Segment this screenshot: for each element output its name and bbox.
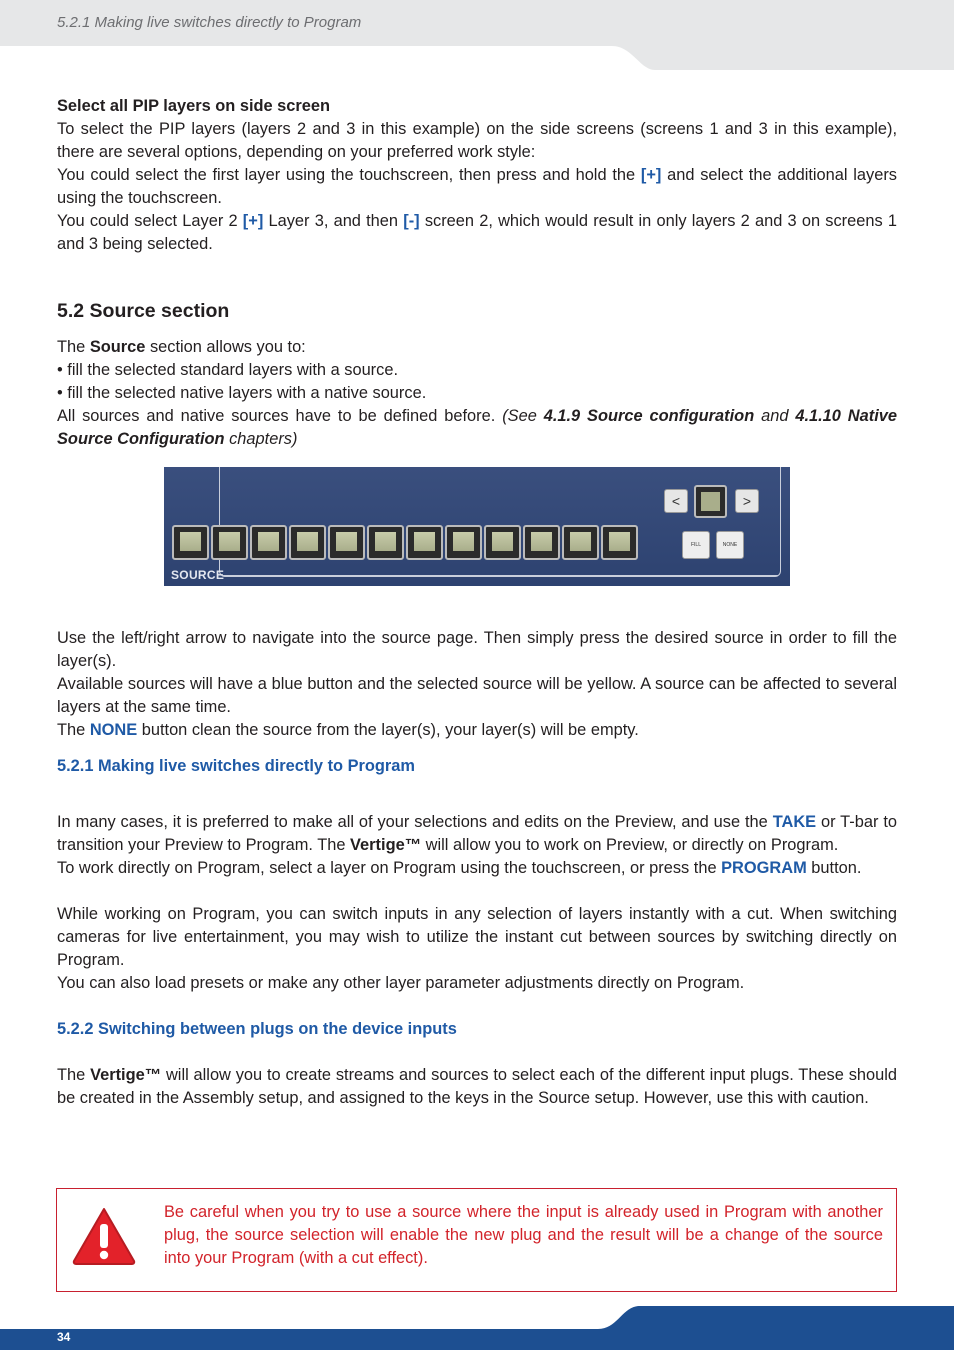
left-arrow-key: < [664, 489, 688, 513]
main-content [57, 95, 897, 1110]
warning-text: Be careful when you try to use a source where the input is already used in Program with another plug, the source selection will enable the new plug and the result will be a change of the source into your Program (with a cut effect). [164, 1203, 883, 1267]
source-key [289, 525, 326, 560]
running-section-title: 5.2.1 Making live switches directly to Program [57, 14, 362, 31]
page-footer [0, 1300, 954, 1350]
source-key [562, 525, 599, 560]
source-bullet-2: • fill the selected native layers with a native source. [57, 384, 427, 402]
source-key [172, 525, 209, 560]
take-key-ref: TAKE [772, 813, 817, 831]
plus-key-ref: [+] [242, 212, 264, 230]
source-key [601, 525, 638, 560]
footer-band [0, 1300, 954, 1350]
header-band [0, 0, 954, 70]
none-key-ref: NONE [89, 721, 138, 739]
page-header [0, 0, 954, 70]
pip-paragraph-2: You could select the first layer using the touchscreen, then press and hold the [+] and select the additional layers using the touchscreen. [57, 166, 897, 207]
warning-icon [71, 1206, 137, 1266]
live-paragraph-2: To work directly on Program, select a layer on Program using the touchscreen, or press the PROGRAM button. [57, 859, 862, 877]
source-bullet-1: • fill the selected standard layers with a source. [57, 361, 399, 379]
page-number: 34 [57, 1330, 71, 1344]
source-key [367, 525, 404, 560]
fill-key: FILL [682, 531, 710, 559]
source-key [484, 525, 521, 560]
source-key [406, 525, 443, 560]
panel-label: SOURCE [171, 568, 225, 582]
live-paragraph-4: You can also load presets or make any other layer parameter adjustments directly on Program. [57, 974, 745, 992]
live-switch-heading: 5.2.1 Making live switches directly to Program [57, 757, 415, 775]
pip-heading: Select all PIP layers on side screen [57, 97, 331, 115]
source-nav-paragraph-3: The NONE button clean the source from the layer(s), your layer(s) will be empty. [57, 721, 639, 739]
source-key [250, 525, 287, 560]
program-key-ref: PROGRAM [721, 859, 807, 877]
source-key [445, 525, 482, 560]
plus-key-ref: [+] [640, 166, 662, 184]
source-nav-paragraph-1: Use the left/right arrow to navigate into the source page. Then simply press the desired source in order to fill the layer(s). [57, 629, 897, 670]
right-arrow-key: > [735, 489, 759, 513]
panel-frame [219, 467, 781, 577]
plugs-heading: 5.2.2 Switching between plugs on the device inputs [57, 1020, 457, 1038]
source-defined-note: All sources and native sources have to be defined before. (See 4.1.9 Source configuration and 4.1.10 Native Source Configuration chapters) [57, 407, 897, 448]
live-paragraph-3: While working on Program, you can switch inputs in any selection of layers instantly with a cut. When switching cameras for live entertainment, you may wish to utilize the instant cut between sources by switching directly on Program. [57, 905, 897, 969]
pip-paragraph-3: You could select Layer 2 [+] Layer 3, and then [-] screen 2, which would result in only layers 2 and 3 on screens 1 and 3 being selected. [57, 212, 897, 253]
panel-divider [222, 575, 778, 576]
center-key [694, 485, 727, 518]
source-key [211, 525, 248, 560]
none-key: NONE [716, 531, 744, 559]
minus-key-ref: [-] [403, 212, 420, 230]
pip-paragraph-1: To select the PIP layers (layers 2 and 3 in this example) on the side screens (screens 1 and 3 in this example), there are several options, depending on your preferred work style: [57, 120, 897, 161]
plugs-paragraph: The Vertige™ will allow you to create streams and sources to select each of the different input plugs. These should be created in the Assembly setup, and assigned to the keys in the Source setup. However, use this with caution. [57, 1066, 897, 1107]
source-key [328, 525, 365, 560]
live-paragraph-1: In many cases, it is preferred to make all of your selections and edits on the Preview, and use the TAKE or T-bar to transition your Preview to Program. The Vertige™ will allow you to work on Preview, or directly on Program. [57, 813, 897, 854]
source-section-heading: 5.2 Source section [57, 300, 230, 322]
source-intro: The Source section allows you to: [57, 338, 306, 356]
source-nav-paragraph-2: Available sources will have a blue button and the selected source will be yellow. A source can be affected to several layers at the same time. [57, 675, 897, 716]
source-panel-image [164, 467, 790, 586]
source-key [523, 525, 560, 560]
warning-callout [56, 1188, 897, 1292]
